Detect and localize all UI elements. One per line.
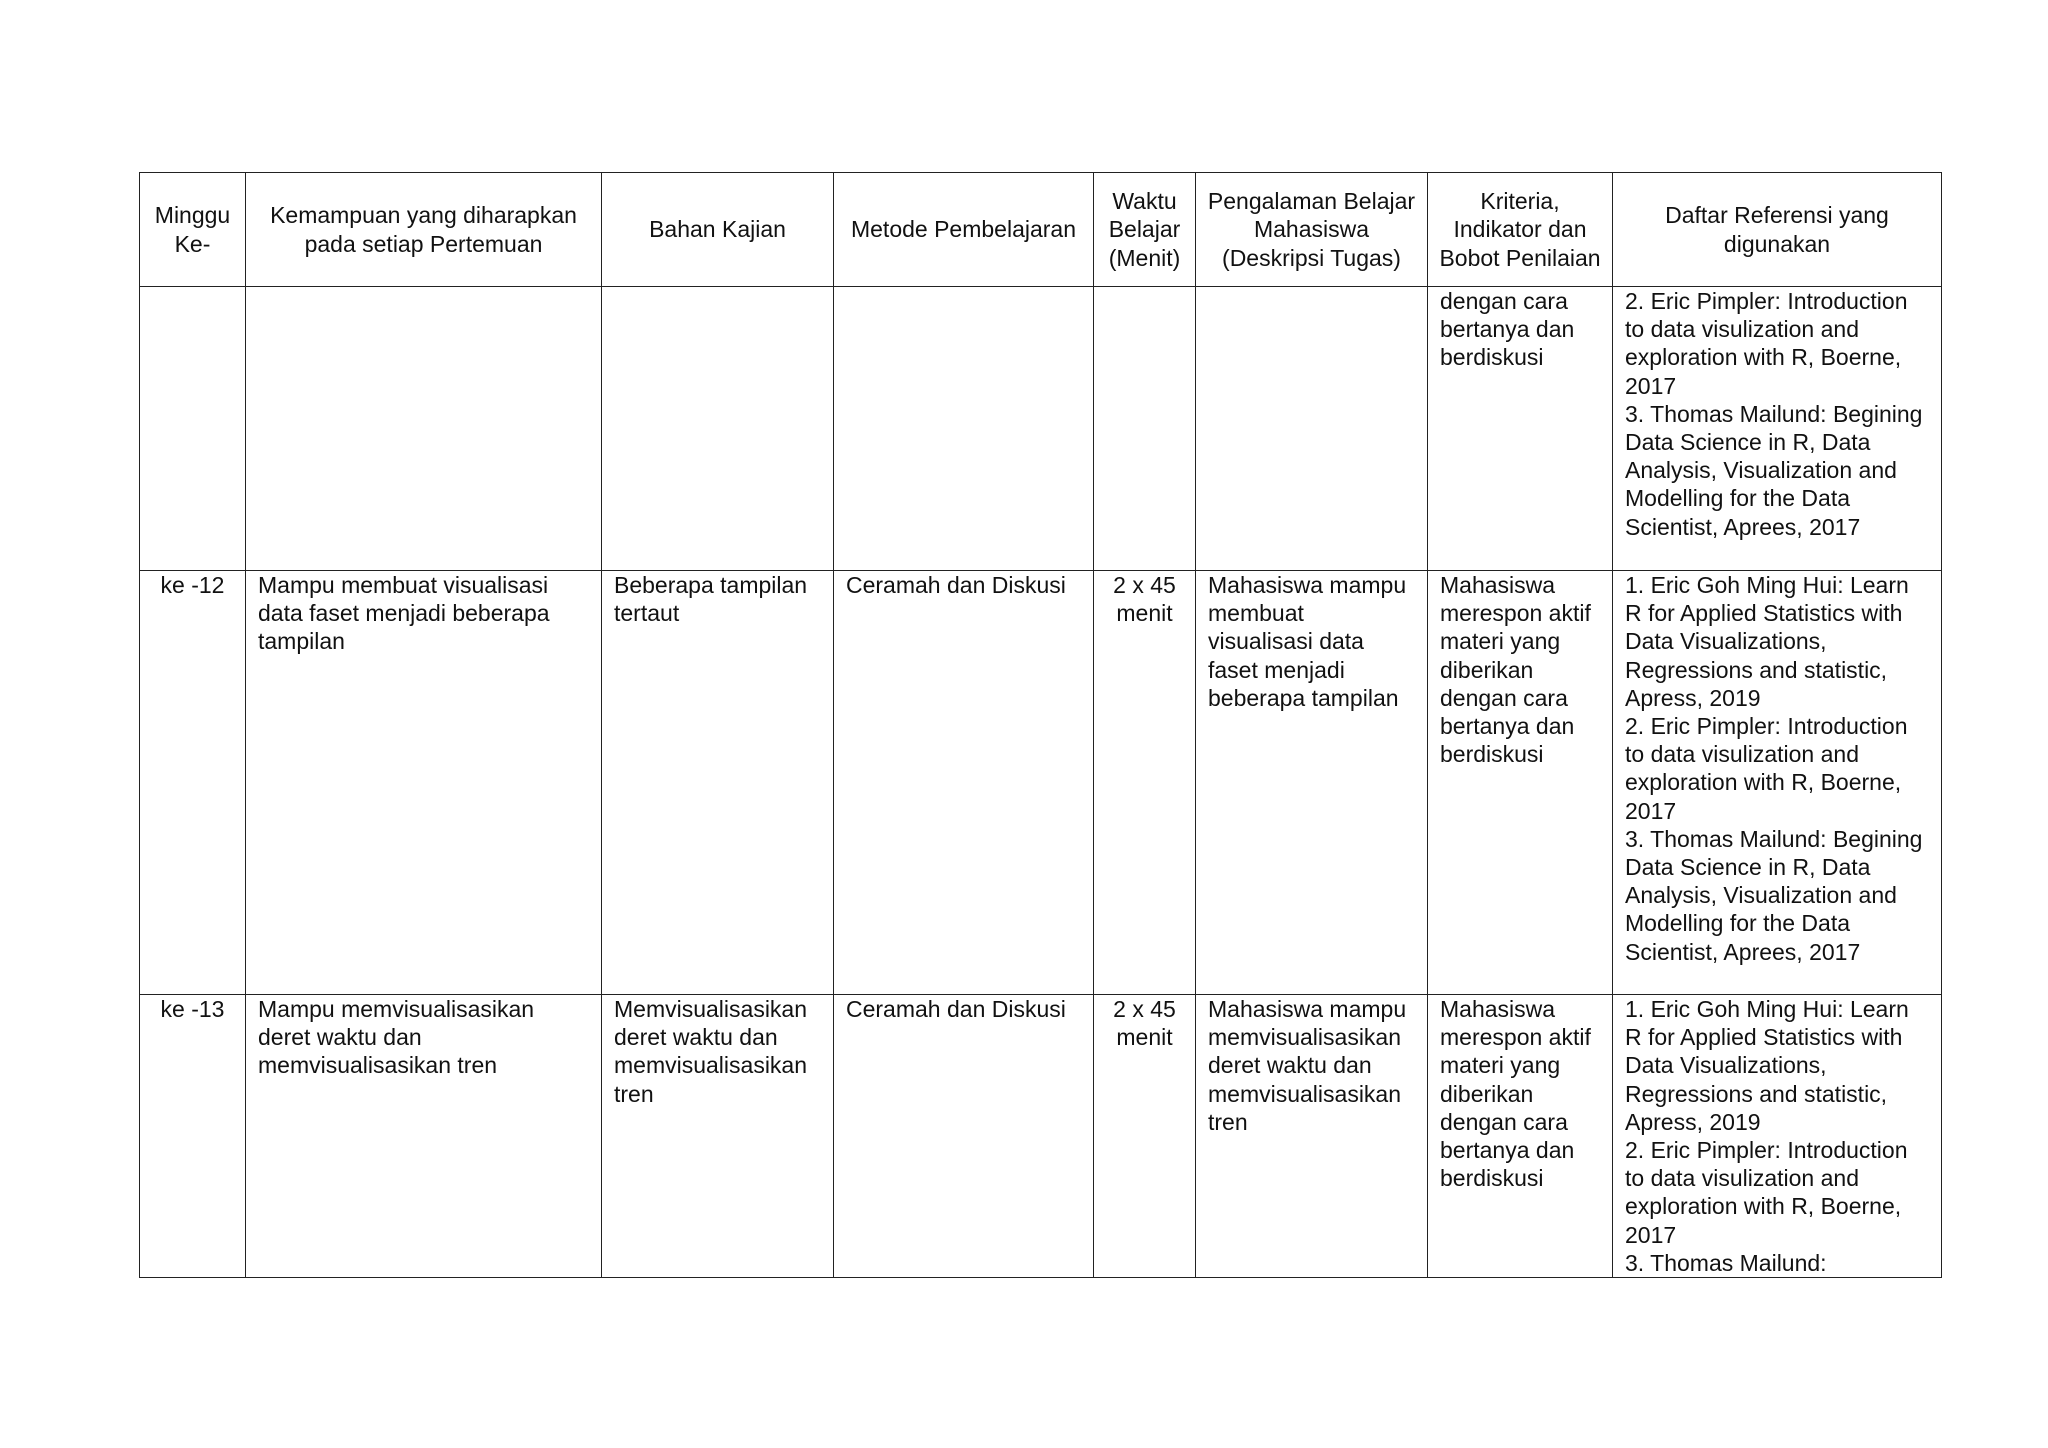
cell-material — [602, 287, 834, 571]
cell-experience: Mahasiswa mampu membuat visualisasi data faset menjadi beberapa tampilan — [1196, 571, 1428, 995]
header-method: Metode Pembelajaran — [834, 173, 1094, 287]
cell-experience — [1196, 287, 1428, 571]
cell-material: Beberapa tampilan tertaut — [602, 571, 834, 995]
cell-references — [1613, 287, 1942, 571]
cell-experience: Mahasiswa mampu memvisualisasikan deret waktu dan memvisualisasikan tren — [1196, 995, 1428, 1278]
reference-item: 1. Eric Goh Ming Hui: Learn R for Applied Statistics with Data Visualizations, Regressions and statistic, Apress, 2019 — [1625, 996, 1909, 1135]
cell-week: ke -13 — [140, 995, 246, 1278]
reference-item: 3. Thomas Mailund: Begining Data Science in R, Data Analysis, Visualization and Modelling for the Data Scientist, Aprees, 2017 — [1625, 400, 1923, 540]
cell-method: Ceramah dan Diskusi — [834, 571, 1094, 995]
header-references: Daftar Referensi yang digunakan — [1613, 173, 1942, 287]
header-material: Bahan Kajian — [602, 173, 834, 287]
cell-method: Ceramah dan Diskusi — [834, 995, 1094, 1278]
header-time: Waktu Belajar (Menit) — [1094, 173, 1196, 287]
reference-item: 2. Eric Pimpler: Introduction to data visulization and exploration with R, Boerne, 2017 — [1625, 288, 1908, 399]
reference-item: 3. Thomas Mailund: — [1625, 1249, 1827, 1276]
cell-references — [1613, 571, 1942, 995]
cell-ability — [246, 287, 602, 571]
reference-item: 3. Thomas Mailund: Begining Data Science in R, Data Analysis, Visualization and Modelling for the Data Scientist, Aprees, 2017 — [1625, 825, 1923, 965]
reference-item: 2. Eric Pimpler: Introduction to data visulization and exploration with R, Boerne, 2017 — [1625, 713, 1908, 824]
cell-week: ke -12 — [140, 571, 246, 995]
cell-time: 2 x 45 menit — [1094, 995, 1196, 1278]
header-week: Minggu Ke- — [140, 173, 246, 287]
lesson-plan-table — [139, 172, 1942, 1278]
cell-references — [1613, 995, 1942, 1278]
cell-criteria: dengan cara bertanya dan berdiskusi — [1428, 287, 1613, 571]
cell-criteria: Mahasiswa merespon aktif materi yang diberikan dengan cara bertanya dan berdiskusi — [1428, 571, 1613, 995]
reference-item: 2. Eric Pimpler: Introduction to data visulization and exploration with R, Boerne, 2017 — [1625, 1137, 1908, 1248]
table-row — [140, 571, 1942, 995]
cell-material: Memvisualisasikan deret waktu dan memvisualisasikan tren — [602, 995, 834, 1278]
cell-criteria: Mahasiswa merespon aktif materi yang diberikan dengan cara bertanya dan berdiskusi — [1428, 995, 1613, 1278]
cell-method — [834, 287, 1094, 571]
table-row — [140, 995, 1942, 1278]
cell-week — [140, 287, 246, 571]
header-ability: Kemampuan yang diharapkan pada setiap Pertemuan — [246, 173, 602, 287]
table-header-row — [140, 173, 1942, 287]
cell-time: 2 x 45 menit — [1094, 571, 1196, 995]
cell-ability: Mampu membuat visualisasi data faset menjadi beberapa tampilan — [246, 571, 602, 995]
header-experience: Pengalaman Belajar Mahasiswa (Deskripsi Tugas) — [1196, 173, 1428, 287]
cell-time — [1094, 287, 1196, 571]
reference-item: 1. Eric Goh Ming Hui: Learn R for Applied Statistics with Data Visualizations, Regressions and statistic, Apress, 2019 — [1625, 572, 1909, 711]
table-row — [140, 287, 1942, 571]
cell-ability: Mampu memvisualisasikan deret waktu dan memvisualisasikan tren — [246, 995, 602, 1278]
header-criteria: Kriteria, Indikator dan Bobot Penilaian — [1428, 173, 1613, 287]
